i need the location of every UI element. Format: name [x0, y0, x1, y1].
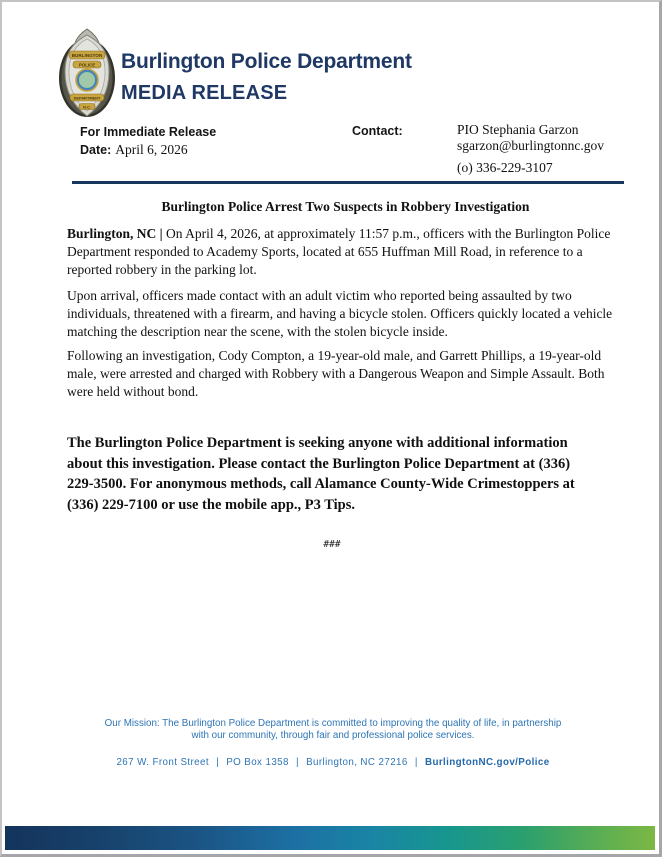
- footer-gradient-bar: [5, 826, 655, 850]
- body-paragraph-3: Following an investigation, Cody Compton, a 19-year-old male, and Garrett Phillips, a 19-year-old male, were arrested and charged with Robbery with a Dangerous Weapon and Simple Assault. Both were held without bond.: [67, 348, 605, 399]
- body-paragraph-2: Upon arrival, officers made contact with an adult victim who reported being assaulted by two individuals, threatened with a firearm, and having a bicycle stolen. Officers quickly located a vehicle matching the description near the scene, with the stolen bicycle inside.: [67, 288, 613, 339]
- contact-name: PIO Stephania Garzon: [457, 122, 579, 137]
- address-separator: |: [414, 757, 418, 768]
- end-of-release-mark: ###: [323, 539, 341, 550]
- header-divider-rule: [72, 181, 624, 184]
- police-badge-icon: [56, 28, 118, 120]
- release-info-left: [80, 123, 216, 159]
- dateline: Burlington, NC |: [67, 226, 163, 241]
- contact-email: sgarzon@burlingtonnc.gov: [457, 138, 605, 153]
- contact-phone: (o) 336-229-3107: [457, 160, 553, 175]
- release-date-line: [80, 141, 216, 159]
- date-label: Date:: [80, 143, 112, 157]
- address-separator: |: [216, 757, 220, 768]
- org-title: Burlington Police Department: [121, 50, 412, 73]
- date-value: April 6, 2026: [115, 142, 188, 157]
- press-release-headline: Burlington Police Arrest Two Suspects in Robbery Investigation: [161, 199, 530, 214]
- address-separator: |: [296, 757, 299, 768]
- address-po-box: PO Box 1358: [226, 757, 289, 768]
- department-website: BurlingtonNC.gov/Police: [424, 757, 550, 768]
- lead-paragraph-text: On April 4, 2026, at approximately 11:57 p.m., officers with the Burlington Police Department responded to Academy Sports, located at 655 Huffman Mill Road, in reference to a reported robbery in the parking lot.: [67, 226, 611, 277]
- address-city: Burlington, NC 27216: [306, 757, 408, 768]
- address-street: 267 W. Front Street: [116, 757, 209, 768]
- footer-address: [2, 757, 662, 768]
- svg-text:N.C.: N.C.: [83, 104, 91, 110]
- contact-label: Contact:: [352, 124, 403, 138]
- mission-statement: Our Mission: The Burlington Police Department is committed to improving the quality of life, in partnership with our community, through fair and professional police services.: [104, 718, 562, 741]
- svg-text:POLICE: POLICE: [78, 62, 96, 68]
- call-to-action-paragraph: The Burlington Police Department is seeking anyone with additional information about this investigation. Please contact the Burlington Police Department at (336) 229-3500. For anonymous methods, call Alamance County-Wide Crimestoppers at (336) 229-7100 or use the mobile app., P3 Tips.: [67, 435, 575, 513]
- immediate-release-label: For Immediate Release: [80, 125, 217, 139]
- contact-details: [457, 122, 604, 176]
- document-type-title: MEDIA RELEASE: [121, 82, 288, 104]
- lead-paragraph: [67, 225, 627, 279]
- svg-text:DEPARTMENT: DEPARTMENT: [73, 95, 101, 101]
- svg-text:BURLINGTON: BURLINGTON: [71, 53, 103, 58]
